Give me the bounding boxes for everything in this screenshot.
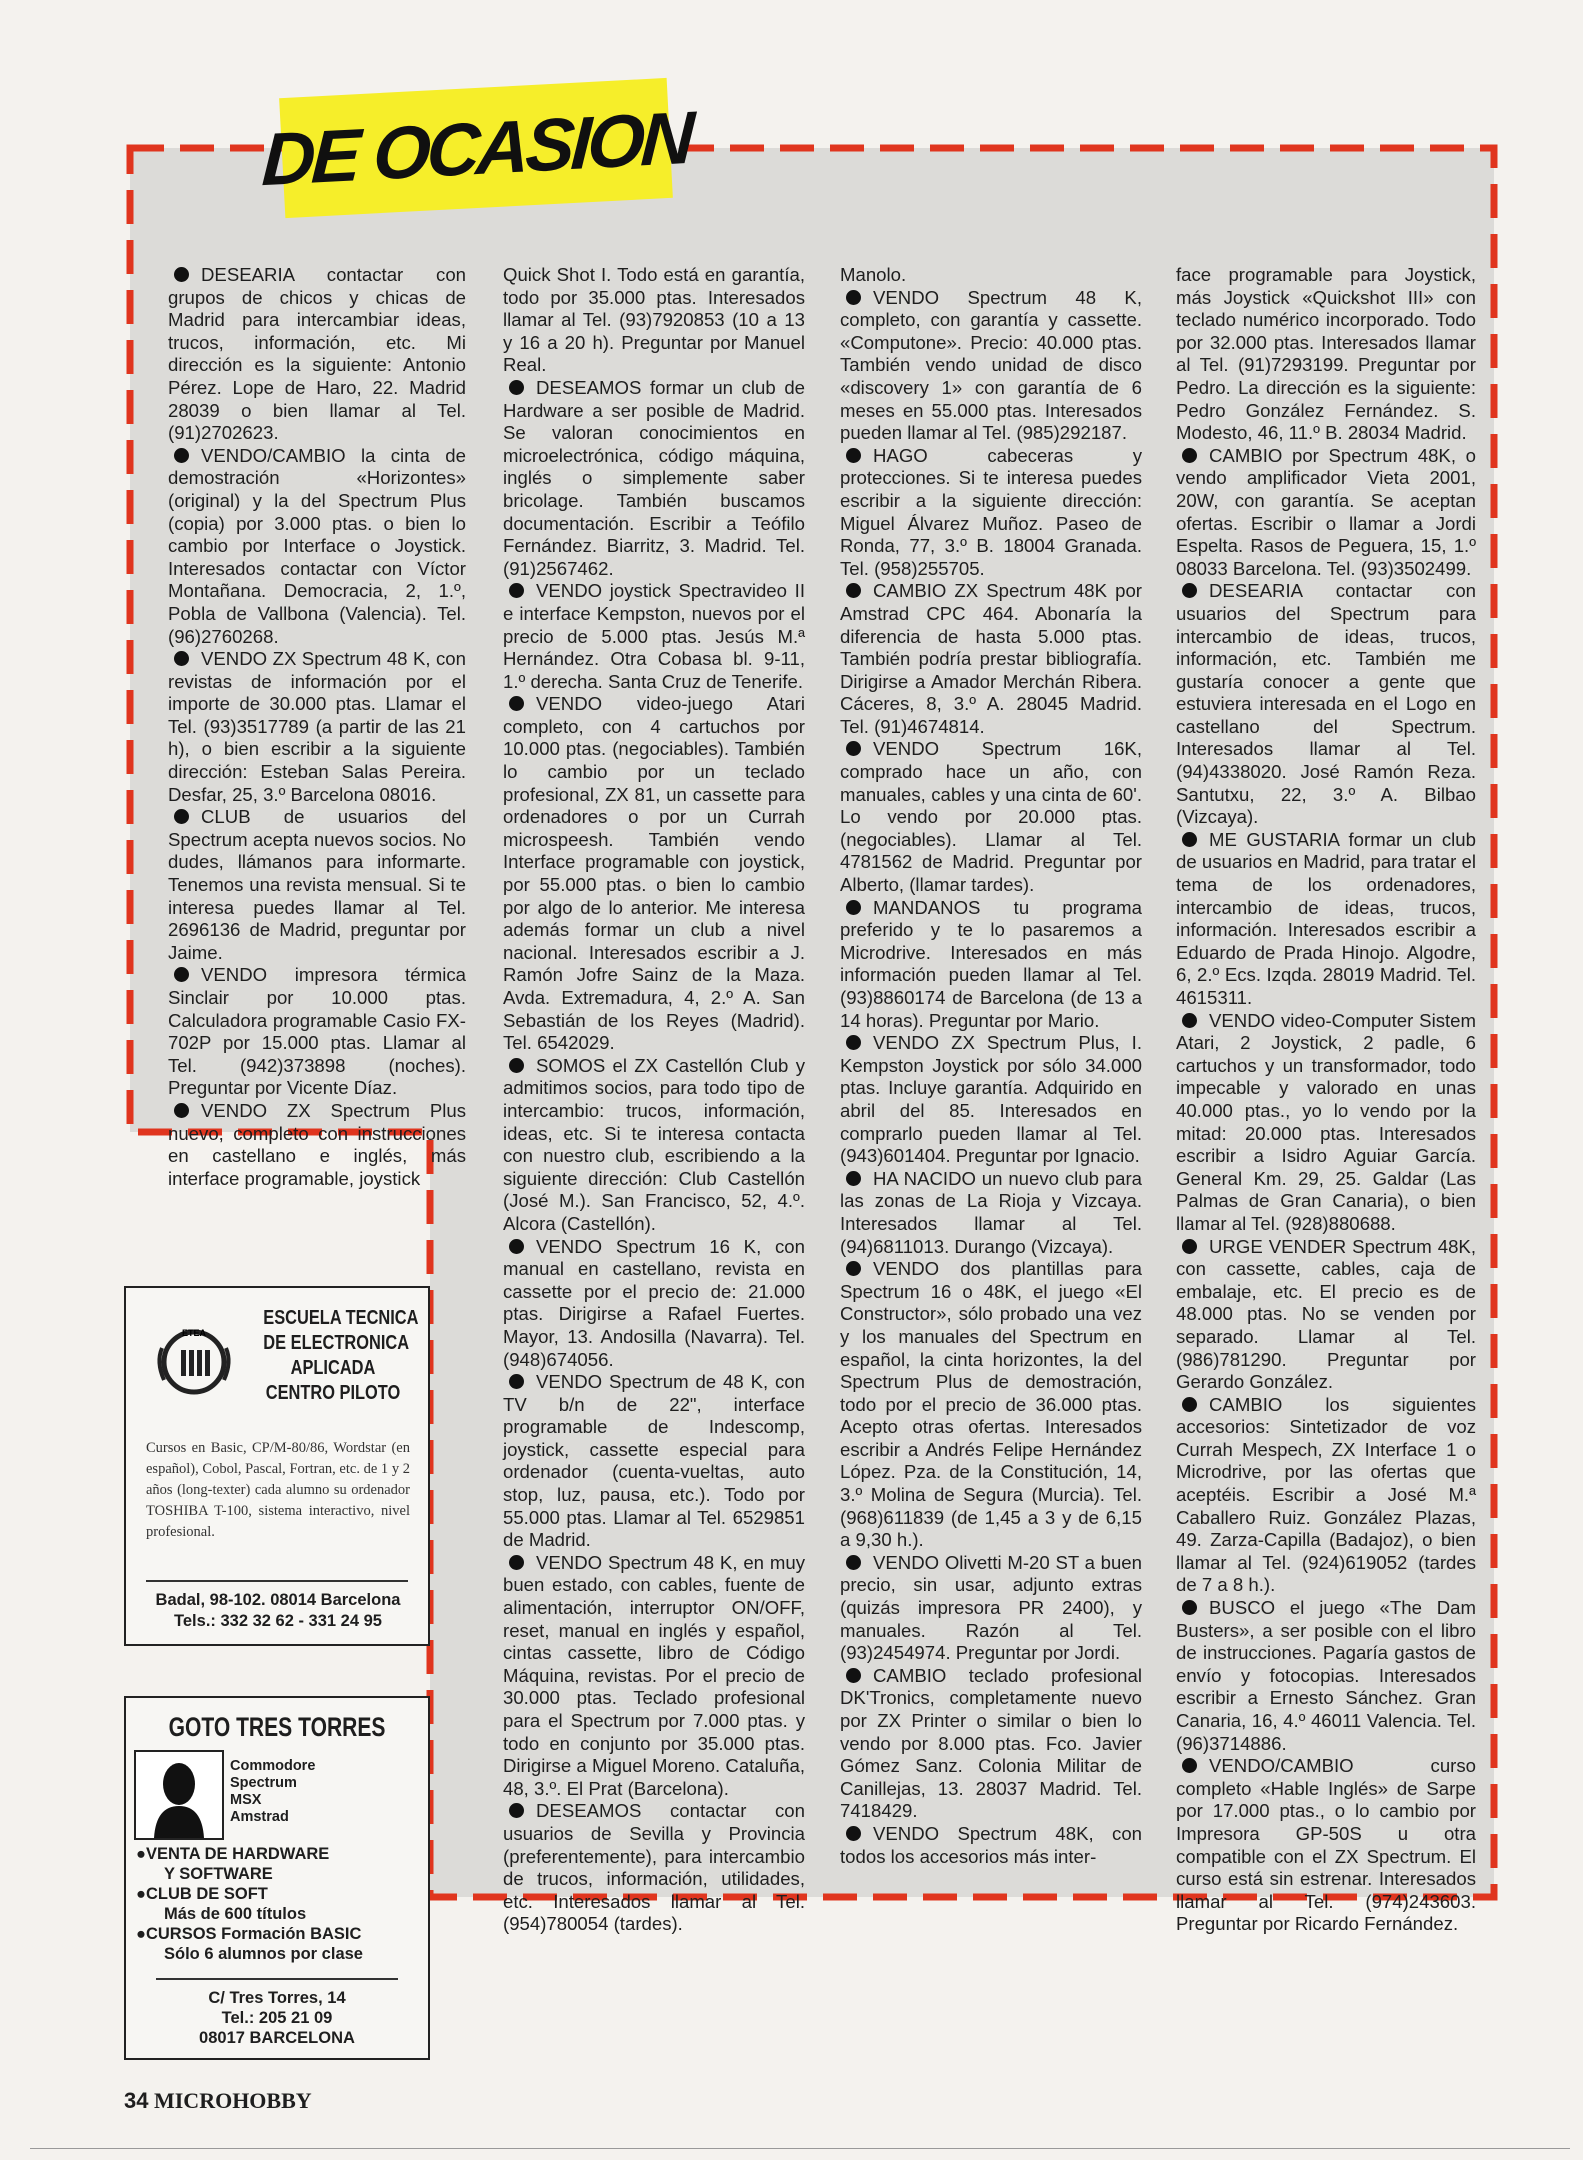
bullet-icon bbox=[1182, 583, 1197, 598]
shop-divider bbox=[156, 1978, 398, 1980]
classified-ad-text: VENDO ZX Spectrum Plus, I. Kempston Joystick por sólo 34.000 ptas. Incluye garantía. Adquirido en abril del 85. Interesados en comprarlo pueden llamar al Tel. (943)601404. Preguntar por Ignacio. bbox=[840, 1032, 1142, 1167]
classified-ad bbox=[1176, 1236, 1476, 1394]
ad-column-1 bbox=[168, 264, 466, 1190]
school-logo-icon bbox=[152, 1318, 236, 1402]
classified-ad bbox=[168, 964, 466, 1100]
classified-ad bbox=[503, 1055, 805, 1236]
classified-ad-text: DESEAMOS formar un club de Hardware a ser posible de Madrid. Se valoran conocimientos en microelectrónica, código máquina, inglés o simplemente saber bricolage. También buscamos documentación. Escribir a Teófilo Fernández. Biarritz, 3. Madrid. Tel. (91)2567462. bbox=[503, 376, 805, 579]
classified-ad bbox=[1176, 445, 1476, 581]
school-title-line: APLICADA bbox=[290, 1357, 376, 1379]
classified-ad-text: VENDO video-juego Atari completo, con 4 cartuchos por 10.000 ptas. (negociables). También lo cambio por un teclado profesional, ZX 81, un cassette para ordenadores o por un Currah microspeesh. También vendo Interface programable con joystick, por 55.000 ptas. o bien lo cambio por algo de lo anterior. Me interesa además formar un club a nivel nacional. Interesados escribir a J. Ramón Jofre Sainz de la Maza. Avda. Extremadura, 4, 2.º A. San Sebastián de los Reyes (Madrid). Tel. 6542029. bbox=[503, 693, 805, 1054]
school-title-line: ESCUELA TECNICA bbox=[263, 1307, 419, 1329]
classified-ad-text: CAMBIO por Spectrum 48K, o vendo amplificador Vieta 2001, 20W, con garantía. Se aceptan ofertas. Escribir o llamar a Jordi Espelta. Rasos de Peguera, 15, 1.º 08033 Barcelona. Tel. (93)3502499. bbox=[1176, 444, 1476, 579]
classified-ad-text: VENDO/CAMBIO curso completo «Hable Inglés» de Sarpe por 17.000 ptas., o lo cambio por Impresora GP-50S u otra compatible con el ZX Spectrum. El curso está sin estrenar. Interesados llamar al Tel. (974)243603. Preguntar por Ricardo Fernández. bbox=[1176, 1755, 1476, 1935]
classified-ad-text: face programable para Joystick, más Joystick «Quickshot III» con teclado numérico incorporado. Todo por 32.000 ptas. Interesados llamar al Tel. (91)7293199. Preguntar por Pedro. La dirección es la siguiente: Pedro González Fernández. S. Modesto, 46, 11.º B. 28034 Madrid. bbox=[1176, 264, 1476, 444]
classified-ad bbox=[840, 445, 1142, 581]
school-title-line: DE ELECTRONICA bbox=[263, 1332, 410, 1354]
classified-ad-text: MANDANOS tu programa preferido y te lo pasaremos a Microdrive. Interesados en más información pueden llamar al Tel. (93)8860174 de Barcelona (de 13 a 14 horas). Preguntar por Mario. bbox=[840, 896, 1142, 1031]
bullet-icon bbox=[846, 900, 861, 915]
bullet-icon bbox=[846, 1668, 861, 1683]
classified-ad bbox=[840, 580, 1142, 738]
bullet-icon bbox=[174, 651, 189, 666]
magazine-name: MICROHOBBY bbox=[153, 2088, 312, 2113]
classified-ad bbox=[1176, 1394, 1476, 1597]
shop-feature-head: ●VENTA DE HARDWARE bbox=[136, 1845, 330, 1863]
classified-ad bbox=[840, 1168, 1142, 1258]
classified-ad bbox=[840, 1665, 1142, 1823]
ad-column-2 bbox=[503, 264, 805, 1936]
classified-ad-text: SOMOS el ZX Castellón Club y admitimos socios, para todo tipo de intercambio: trucos, información, ideas, etc. Si te interesa contacta con nuestro club, escribiendo a la siguiente dirección: Club Castellón (José M.). San Francisco, 52, 4.º. Alcora (Castellón). bbox=[503, 1054, 805, 1234]
classified-ad-text: VENDO ZX Spectrum 48 K, con revistas de información por el importe de 30.000 ptas. Llamar el Tel. (93)3517789 (a partir de las 21 h), o bien escribir a la siguiente dirección: Esteban Salas Pereira. Desfar, 25, 3.º Barcelona 08016. bbox=[168, 648, 466, 805]
school-address: Badal, 98-102. 08014 Barcelona bbox=[155, 1591, 401, 1609]
shop-brand: Commodore bbox=[230, 1758, 316, 1774]
classified-ad bbox=[503, 377, 805, 580]
classified-ad-text: VENDO video-Computer Sistem Atari, 2 Joystick, 2 padle, 6 cartuchos y un transformador, todo impecable y valorado en unas 40.000 ptas., yo lo vendo por la mitad: 20.000 ptas. Interesados escribir a Isidro Aguiar García. General Km. 29, 25. Galdar (Las Palmas de Gran Canaria), o bien llamar al Tel. (928)880688. bbox=[1176, 1009, 1476, 1234]
classified-ad-text: VENDO Spectrum 48 K, completo, con garantía y cassette. «Computone». Precio: 40.000 ptas. También vendo unidad de disco «discovery 1» con garantía de 6 meses en 55.000 ptas. Interesados pueden llamar al Tel. (985)292187. bbox=[840, 286, 1142, 444]
bullet-icon bbox=[509, 1058, 524, 1073]
classified-ad bbox=[1176, 580, 1476, 829]
shop-brand: Amstrad bbox=[230, 1809, 289, 1825]
classified-ad-text: VENDO Spectrum 48K, con todos los accesorios más inter- bbox=[840, 1822, 1142, 1867]
classified-ad-text: Manolo. bbox=[840, 264, 907, 285]
school-title-line: CENTRO PILOTO bbox=[265, 1382, 401, 1404]
classified-ad bbox=[840, 1823, 1142, 1868]
classified-ad bbox=[168, 806, 466, 964]
bullet-icon bbox=[174, 1103, 189, 1118]
bullet-icon bbox=[1182, 1600, 1197, 1615]
bullet-icon bbox=[846, 448, 861, 463]
classified-ad bbox=[503, 1236, 805, 1372]
shop-feature-sub: Más de 600 títulos bbox=[164, 1905, 307, 1923]
bullet-icon bbox=[1182, 1239, 1197, 1254]
bullet-icon bbox=[509, 583, 524, 598]
classified-ad-text: BUSCO el juego «The Dam Busters», a ser posible con el libro de instrucciones. Pagaría gastos de envío y fotocopias. Interesados escribir a Ernesto Sánchez. Gran Canaria, 16, 4.º 46011 Valencia. Tel. (96)3714886. bbox=[1176, 1597, 1476, 1754]
classified-ad bbox=[503, 1371, 805, 1552]
bullet-icon bbox=[846, 1826, 861, 1841]
school-phones: Tels.: 332 32 62 - 331 24 95 bbox=[174, 1612, 382, 1630]
classified-ad-text: HAGO cabeceras y protecciones. Si te interesa puedes escribir a la siguiente dirección: Miguel Álvarez Muñoz. Paseo de Ronda, 77, 3.º B. 18004 Granada. Tel. (958)255705. bbox=[840, 444, 1142, 579]
ad-column-3 bbox=[840, 264, 1142, 1868]
classified-ad-text: VENDO Spectrum 48 K, en muy buen estado, con cables, fuente de alimentación, interruptor ON/OFF, reset, manual en inglés y español, cintas cassette, libro de Código Máquina, revistas. Por el precio de 30.000 ptas. Teclado profesional para el Spectrum por 7.000 ptas. y todo en conjunto por 35.000 ptas. Dirigirse a Miguel Moreno. Cataluña, 48, 3.º. El Prat (Barcelona). bbox=[503, 1551, 805, 1799]
bullet-icon bbox=[174, 448, 189, 463]
classified-ad bbox=[503, 580, 805, 693]
classified-ad bbox=[840, 287, 1142, 445]
bullet-icon bbox=[1182, 1397, 1197, 1412]
classified-ad bbox=[840, 738, 1142, 896]
classified-ad-text: VENDO Spectrum de 48 K, con TV b/n de 22", interface programable de Indescomp, joystick, cassette especial para ordenador (cuenta-vueltas, auto stop, luz, pausa, etc.). Todo por 55.000 ptas. Llamar al Tel. 6529851 de Madrid. bbox=[503, 1371, 805, 1551]
section-banner bbox=[259, 78, 693, 218]
classified-ad bbox=[168, 445, 466, 648]
bullet-icon bbox=[1182, 1013, 1197, 1028]
classified-ad-text: VENDO Spectrum 16 K, con manual en castellano, revista en cassette por el precio de: 21.000 ptas. Dirigirse a Rafael Fuertes. Mayor, 13. Andosilla (Navarra). Tel. (948)674056. bbox=[503, 1235, 805, 1370]
classified-ad-text: VENDO ZX Spectrum Plus nuevo, completo con instrucciones en castellano e inglés, más interface programable, joystick bbox=[168, 1099, 466, 1189]
shop-brand: MSX bbox=[230, 1792, 262, 1808]
shop-address-line: Tel.: 205 21 09 bbox=[221, 2009, 333, 2027]
ad-column-4 bbox=[1176, 264, 1476, 1936]
shop-title: GOTO TRES TORRES bbox=[168, 1712, 386, 1742]
shop-address-line: 08017 BARCELONA bbox=[199, 2029, 355, 2047]
classified-ad bbox=[840, 264, 1142, 287]
shop-feature-sub: Y SOFTWARE bbox=[164, 1865, 273, 1883]
school-divider bbox=[146, 1580, 408, 1582]
classified-ad-text: VENDO impresora térmica Sinclair por 10.000 ptas. Calculadora programable Casio FX-702P por 15.000 ptas. Llamar al Tel. (942)373898 (noches). Preguntar por Vicente Díaz. bbox=[168, 964, 466, 1099]
bullet-icon bbox=[509, 696, 524, 711]
classified-ad bbox=[168, 648, 466, 806]
bullet-icon bbox=[846, 1035, 861, 1050]
shop-portrait-icon bbox=[134, 1750, 224, 1840]
classified-ad bbox=[503, 1800, 805, 1936]
classified-ad bbox=[840, 897, 1142, 1033]
classified-ad-text: CAMBIO ZX Spectrum 48K por Amstrad CPC 464. Abonaría la diferencia de hasta 5.000 ptas. También podría prestar bibliografía. Dirigirse a Amador Merchán Ribera. Cáceres, 8, 3.º A. 28045 Madrid. Tel. (91)4674814. bbox=[840, 580, 1142, 737]
bullet-icon bbox=[846, 741, 861, 756]
shop-feature-head: ●CURSOS Formación BASIC bbox=[136, 1925, 362, 1943]
bullet-icon bbox=[509, 1374, 524, 1389]
bottom-page-rule bbox=[30, 2148, 1570, 2149]
classified-ad-text: DESEARIA contactar con usuarios del Spectrum para intercambio de ideas, trucos, información, etc. También me gustaría conocer a gente que estuviera interesada en el Logo en castellano del Spectrum. Interesados llamar al Tel. (94)4338020. José Ramón Reza. Santutxu, 22, 3.º A. Bilbao (Vizcaya). bbox=[1176, 580, 1476, 828]
bullet-icon bbox=[846, 290, 861, 305]
school-advertisement bbox=[124, 1286, 430, 1646]
classified-ad bbox=[840, 1258, 1142, 1552]
bullet-icon bbox=[509, 1803, 524, 1818]
school-logo-text: ETEA bbox=[181, 1328, 207, 1338]
classified-ad bbox=[1176, 829, 1476, 1010]
shop-address-line: C/ Tres Torres, 14 bbox=[208, 1989, 346, 2007]
classified-ad bbox=[840, 1032, 1142, 1168]
classified-ad-text: ME GUSTARIA formar un club de usuarios en Madrid, para tratar el tema de los ordenadores, intercambio de ideas, trucos, información. Interesados escribir a Eduardo de Prada Hinojo. Algodre, 6, 2.º Ecs. Izqda. 28019 Madrid. Tel. 4615311. bbox=[1176, 828, 1476, 1008]
bullet-icon bbox=[509, 1239, 524, 1254]
classified-ad-text: CAMBIO teclado profesional DK'Tronics, completamente nuevo por ZX Printer o similar o bien lo vendo por 8.000 ptas. Fco. Javier Gómez Sanz. Colonia Militar de Canillejas, 13. 28037 Madrid. Tel. 7418429. bbox=[840, 1664, 1142, 1822]
shop-advertisement bbox=[124, 1696, 430, 2060]
shop-brand: Spectrum bbox=[230, 1775, 297, 1791]
classified-ad-text: HA NACIDO un nuevo club para las zonas de La Rioja y Vizcaya. Interesados llamar al Tel. (94)6811013. Durango (Vizcaya). bbox=[840, 1167, 1142, 1257]
classified-ad-text: URGE VENDER Spectrum 48K, con cassette, cables, caja de embalaje, etc. El precio es de 48.000 ptas. No se venden por separado. Llamar al Tel.(986)781290. Preguntar por Gerardo González. bbox=[1176, 1235, 1476, 1393]
classified-ad-text: Quick Shot I. Todo está en garantía, todo por 35.000 ptas. Interesados llamar al Tel. (93)7920853 (10 a 13 y 16 a 20 h). Preguntar por Manuel Real. bbox=[503, 264, 805, 376]
classified-ad bbox=[1176, 1755, 1476, 1936]
classified-ad-text: DESEARIA contactar con grupos de chicos y chicas de Madrid para intercambiar ideas, trucos, información, etc. Mi dirección es la siguiente: Antonio Pérez. Lope de Haro, 22. Madrid 28039 o bien llamar al Tel.(91)2702623. bbox=[168, 264, 466, 444]
classified-ad-text: VENDO dos plantillas para Spectrum 16 o 48K, el juego «El Constructor», sólo probado una vez y los manuales del Spectrum en español, la cinta horizontes, la del Spectrum Plus de demostración, todo por el precio de 36.000 ptas. Acepto otras ofertas. Interesados escribir a Andrés Felipe Hernández López. Pza. de la Constitución, 14, 3.º Molina de Segura (Murcia). Tel. (968)611839 (de 1,45 a 3 y de 6,15 a 9,30 h.). bbox=[840, 1258, 1142, 1551]
classified-ad bbox=[503, 1552, 805, 1801]
bullet-icon bbox=[509, 1555, 524, 1570]
page-footer bbox=[124, 2088, 312, 2114]
bullet-icon bbox=[1182, 448, 1197, 463]
section-title: DE OCASION bbox=[259, 95, 693, 201]
bullet-icon bbox=[1182, 1758, 1197, 1773]
classified-ad bbox=[1176, 1597, 1476, 1755]
classified-ad bbox=[168, 1100, 466, 1190]
bullet-icon bbox=[174, 267, 189, 282]
shop-feature-sub: Sólo 6 alumnos por clase bbox=[164, 1945, 363, 1963]
bullet-icon bbox=[846, 583, 861, 598]
bullet-icon bbox=[1182, 832, 1197, 847]
bullet-icon bbox=[846, 1171, 861, 1186]
classified-ad-text: CAMBIO los siguientes accesorios: Sintetizador de voz Currah Mespech, ZX Interface 1 o Microdrive, por las ofertas que aceptéis. Escribir a José M.ª Caballero Ruiz. González Plazas, 49. Zarza-Capilla (Badajoz), o bien llamar al Tel. (924)619052 (tardes de 7 a 8 h.). bbox=[1176, 1393, 1476, 1596]
classified-ad-text: VENDO Olivetti M-20 ST a buen precio, sin usar, adjunto extras (quizás impresora PR 2400), y manuales. Razón al Tel. (93)2454974. Preguntar por Jordi. bbox=[840, 1551, 1142, 1664]
classified-ad bbox=[840, 1552, 1142, 1665]
bullet-icon bbox=[174, 809, 189, 824]
classified-ad bbox=[503, 264, 805, 377]
bullet-icon bbox=[846, 1555, 861, 1570]
page-number: 34 bbox=[124, 2088, 149, 2113]
bullet-icon bbox=[846, 1261, 861, 1276]
classified-ad-text: CLUB de usuarios del Spectrum acepta nuevos socios. No dudes, llámanos para informarte. Tenemos una revista mensual. Si te interesa puedes llamar al Tel. 2696136 de Madrid, preguntar por Jaime. bbox=[168, 806, 466, 963]
classified-ad-text: VENDO joystick Spectravideo II e interface Kempston, nuevos por el precio de 5.000 ptas. Jesús M.ª Hernández. Otra Cobasa bl. 9-11, 1.º derecha. Santa Cruz de Tenerife. bbox=[503, 580, 805, 692]
bullet-icon bbox=[174, 967, 189, 982]
classified-ad-text: VENDO/CAMBIO la cinta de demostración «Horizontes» (original) y la del Spectrum Plus (copia) por 3.000 ptas. o bien lo cambio por Interface o Joystick. Interesados contactar con Víctor Montañana. Democracia, 2, 1.º, Pobla de Vallbona (Valencia). Tel. (96)2760268. bbox=[168, 444, 466, 647]
classified-ad bbox=[1176, 1010, 1476, 1236]
classified-ad bbox=[503, 693, 805, 1055]
classified-ad-text: DESEAMOS contactar con usuarios de Sevilla y Provincia (preferentemente), para intercambio de trucos, información, utilidades, etc. Interesados llamar al Tel. (954)780054 (tardes). bbox=[503, 1800, 805, 1935]
bullet-icon bbox=[509, 380, 524, 395]
shop-feature-head: ●CLUB DE SOFT bbox=[136, 1885, 268, 1903]
school-description: Cursos en Basic, CP/M-80/86, Wordstar (en español), Cobol, Pascal, Fortran, etc. de 1 y 2 años (long-texter) cada alumno su ordenador TOSHIBA T-100, sistema interactivo, nivel profesional. bbox=[146, 1440, 410, 1540]
classified-ad bbox=[1176, 264, 1476, 445]
classified-ad bbox=[168, 264, 466, 445]
classified-ad-text: VENDO Spectrum 16K, comprado hace un año, con manuales, cables y una cinta de 60'. Lo vendo por 20.000 ptas. (negociables). Llamar al Tel. 4781562 de Madrid. Preguntar por Alberto, (llamar tardes). bbox=[840, 738, 1142, 896]
